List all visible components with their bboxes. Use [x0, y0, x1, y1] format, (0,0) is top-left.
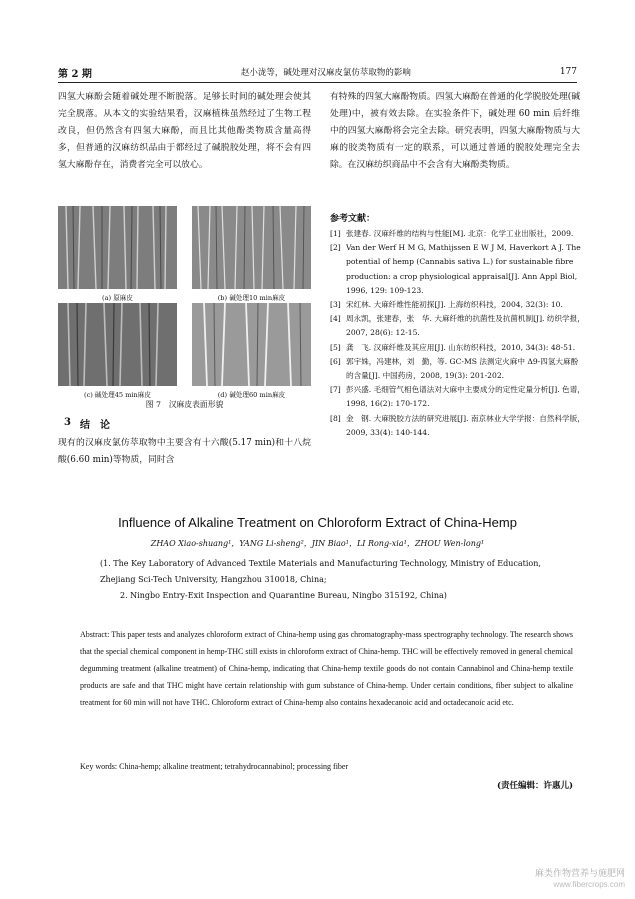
references-list: [330, 227, 585, 440]
left-column: [58, 89, 311, 174]
reference-text: 彭兴盛. 毛细管气相色谱法对大麻中主要成分的定性定量分析[J]. 色谱，1998, 16(2): 170-172.: [346, 385, 585, 409]
reference-item: [330, 341, 585, 355]
english-abstract: [80, 626, 573, 711]
english-affiliations: [100, 556, 570, 604]
reference-text: 龚 飞. 汉麻纤维及其应用[J]. 山东纺织科技，2010, 34(3): 48-51.: [346, 342, 576, 352]
reference-number: [3]: [330, 300, 341, 310]
reference-item: [330, 383, 585, 411]
reference-number: [2]: [330, 243, 341, 253]
reference-number: [6]: [330, 356, 341, 366]
reference-number: [7]: [330, 385, 341, 395]
photo-raw-hemp: [58, 206, 177, 289]
right-column: [330, 89, 580, 174]
keywords-label: Key words:: [80, 762, 118, 771]
reference-item: [330, 312, 585, 340]
caption-a: (a) 原麻皮: [102, 294, 133, 302]
reference-text: 张建春. 汉麻纤维的结构与性能[M]. 北京：化学工业出版社，2009.: [346, 229, 574, 238]
abstract-label: Abstract:: [80, 630, 110, 639]
page-number: 177: [559, 67, 577, 77]
english-title: Influence of Alkaline Treatment on Chloroform Extract of China-Hemp: [118, 515, 517, 530]
reference-text: 周永凯，张建春，张 华. 大麻纤维的抗菌性及抗菌机制[J]. 纺织学报，2007, 28(6): 12-15.: [346, 314, 585, 338]
reference-text: 宋红林. 大麻纤维性能初探[J]. 上海纺织科技，2004, 32(3): 10.: [346, 300, 563, 310]
reference-item: [330, 412, 585, 440]
body-paragraph-left: 四氢大麻酚会随着碱处理不断脱落。足够长时间的碱处理会使其完全脱落。从本文的实验结果看，汉麻植株虽然经过了生物工程改良，但仍然含有四氢大麻酚，而且比其他酚类物质含量高得多，但普通的汉麻纺织品由于都经过了碱脱胶处理，将不会有四氢大麻酚存在，消费者完全可以放心。: [58, 92, 311, 170]
reference-number: [4]: [330, 314, 341, 324]
reference-text: 金 钢. 大麻脱胶方法的研究进展[J]. 南京林业大学学报：自然科学版，2009, 33(4): 140-144.: [346, 413, 585, 437]
editor-note: (责任编辑：许惠儿): [496, 781, 573, 791]
watermark-cn: 麻类作物营养与施肥网: [534, 869, 625, 879]
issue-number: 第 2 期: [58, 68, 92, 80]
caption-d: (d) 碱处理60 min麻皮: [217, 391, 286, 399]
reference-item: [330, 355, 585, 383]
header-rule: [58, 82, 577, 83]
affiliation-2: 2. Ningbo Entry-Exit Inspection and Quarantine Bureau, Ningbo 315192, China): [120, 591, 447, 600]
photo-alkali-45min: [58, 303, 177, 386]
section-title: 结 论: [80, 420, 110, 431]
english-keywords: [80, 762, 573, 771]
figure-caption: 图 7 汉麻皮表面形貌: [145, 400, 224, 409]
photo-alkali-10min: [192, 206, 311, 289]
reference-number: [1]: [330, 229, 341, 238]
section-number: 3: [64, 417, 71, 428]
figure-7: [58, 206, 311, 399]
conclusion-text: 现有的汉麻皮氯仿萃取物中主要含有十六酸(5.17 min)和十八烷酸(6.60 min)等物质，同时含: [58, 438, 311, 465]
watermark-url: www.fibercrops.com: [553, 880, 625, 889]
keywords-text: China-hemp; alkaline treatment; tetrahydrocannabinol; processing fiber: [119, 762, 349, 771]
reference-item: [330, 227, 585, 241]
reference-item: [330, 241, 585, 298]
reference-number: [5]: [330, 342, 341, 352]
reference-number: [8]: [330, 413, 341, 423]
caption-c: (c) 碱处理45 min麻皮: [84, 391, 151, 399]
english-authors: ZHAO Xiao-shuang¹，YANG Li-sheng²，JIN Biao¹，LI Rong-xia¹，ZHOU Wen-long¹: [150, 539, 485, 548]
body-paragraph-right: 有特殊的四氢大麻酚物质。四氢大麻酚在普通的化学脱胶处理(碱处理)中，被有效去除。在实验条件下，碱处理 60 min 后纤维中的四氢大麻酚将会完全去除。研究表明，四氢大麻酚物质与大麻的胶类物质有一定的联系，可以通过普通的脱胶处理完全去除。在汉麻纺织商品中不会含有大麻酚类物质。: [330, 92, 580, 170]
photo-alkali-60min: [192, 303, 311, 386]
affiliation-1: (1. The Key Laboratory of Advanced Textile Materials and Manufacturing Technology, Ministry of Education, Zhejiang Sci-Tech University, Hangzhou 310018, China;: [100, 559, 541, 584]
reference-item: [330, 298, 585, 312]
page-header: [58, 64, 577, 80]
reference-text: 郭宇姝，冯建林，刘 勤，等. GC-MS 法测定火麻中 Δ9-四氢大麻酚的含量[J]. 中国药房，2008, 19(3): 201-202.: [346, 356, 579, 381]
running-title: 赵小泷等，碱处理对汉麻皮氯仿萃取物的影响: [240, 68, 411, 78]
reference-text: Van der Werf H M G, Mathijssen E W J M, Haverkort A J. The potential of hemp (Cannabis sativa L.) for sustainable fibre production: a crop physiological appraisal[J]. Ann Appl Biol, 1996, 129: 109-123.: [346, 243, 581, 295]
caption-b: (b) 碱处理10 min麻皮: [217, 294, 286, 302]
abstract-text: This paper tests and analyzes chloroform extract of China-hemp using gas chromatography-mass spectrography technology. The research shows that the special chemical component in hemp-THC still exists in chloroform extract of China-hemp. THC will be effectively removed in general chemical degumming treatment (alkaline treatment) of China-hemp, indicating that China-hemp textile goods do not contain Cannabinol and China-hemp textile products are safe and that THC might have certain relationship with gum substance of China-hemp. Under certain conditions, fiber subject to alkaline treatment for 60 min will not have THC. Chloroform extract of China-hemp also contains hexadecanoic acid and octadecanoic acid etc.: [80, 630, 574, 707]
references-heading: 参考文献：: [330, 214, 376, 224]
